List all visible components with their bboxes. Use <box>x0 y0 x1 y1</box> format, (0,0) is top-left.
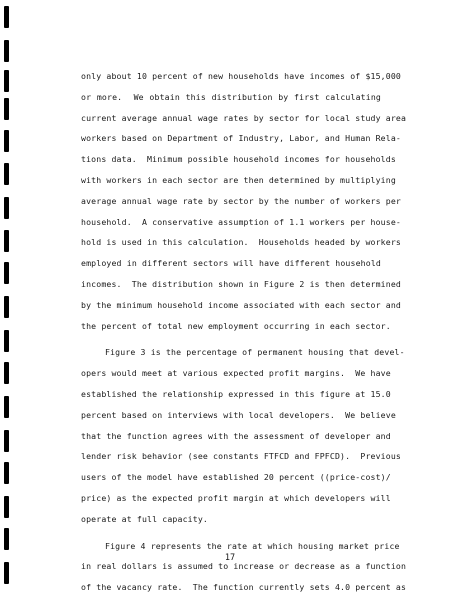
binding-mark <box>4 562 9 584</box>
binding-mark <box>4 40 9 62</box>
paragraph <box>81 66 407 336</box>
text-line: operate at full capacity. <box>81 513 208 524</box>
text-line: average annual wage rate by sector by the number of workers per <box>81 195 401 206</box>
text-line: workers based on Department of Industry, Labor, and Human Rela- <box>81 133 401 144</box>
binding-mark <box>4 130 9 152</box>
text-line: price) as the expected profit margin at which developers will <box>81 492 391 503</box>
text-line: hold is used in this calculation. Households headed by workers <box>81 237 401 248</box>
binding-mark <box>4 362 9 384</box>
binding-mark <box>4 396 9 418</box>
paragraph <box>81 342 405 529</box>
text-line: tions data. Minimum possible household incomes for households <box>81 154 396 165</box>
text-line: users of the model have established 20 percent ((price-cost)/ <box>81 472 391 483</box>
text-line: employed in different sectors will have different household <box>81 258 381 269</box>
text-line: established the relationship expressed in this figure at 15.0 <box>81 388 391 399</box>
binding-mark <box>4 6 9 28</box>
binding-mark <box>4 163 9 185</box>
text-line: lender risk behavior (see constants FTFCD and FPFCD). Previous <box>81 451 401 462</box>
text-line: the percent of total new employment occurring in each sector. <box>81 320 391 331</box>
text-line: or more. We obtain this distribution by first calculating <box>81 91 381 102</box>
text-line: in real dollars is assumed to increase or decrease as a function <box>81 561 407 572</box>
binding-mark <box>4 430 9 452</box>
binding-mark <box>4 262 9 284</box>
binding-mark <box>4 98 9 120</box>
page-body <box>81 66 407 598</box>
text-line: that the function agrees with the assessment of developer and <box>81 430 391 441</box>
binding-mark <box>4 70 9 92</box>
binding-mark <box>4 296 9 318</box>
binding-marks <box>4 0 12 600</box>
binding-mark <box>4 528 9 550</box>
text-line: opers would meet at various expected profit margins. We have <box>81 368 391 379</box>
text-line: with workers in each sector are then determined by multiplying <box>81 174 396 185</box>
text-line: percent based on interviews with local developers. We believe <box>81 409 396 420</box>
text-line: of the vacancy rate. The function currently sets 4.0 percent as <box>81 582 407 593</box>
text-line: current average annual wage rates by sector for local study area <box>81 112 407 123</box>
binding-mark <box>4 230 9 252</box>
binding-mark <box>4 197 9 219</box>
text-line: Figure 4 represents the rate at which housing market price <box>105 540 400 551</box>
text-line: Figure 3 is the percentage of permanent housing that devel- <box>105 347 405 358</box>
text-line: only about 10 percent of new households have incomes of $15,000 <box>81 71 401 81</box>
page-number: 17 <box>224 553 236 563</box>
text-line: incomes. The distribution shown in Figure 2 is then determined <box>81 278 401 289</box>
binding-mark <box>4 496 9 518</box>
binding-mark <box>4 330 9 352</box>
text-line: household. A conservative assumption of 1.1 workers per house- <box>81 216 401 227</box>
text-line: by the minimum household income associated with each sector and <box>81 299 401 310</box>
paragraph <box>81 536 407 598</box>
binding-mark <box>4 462 9 484</box>
